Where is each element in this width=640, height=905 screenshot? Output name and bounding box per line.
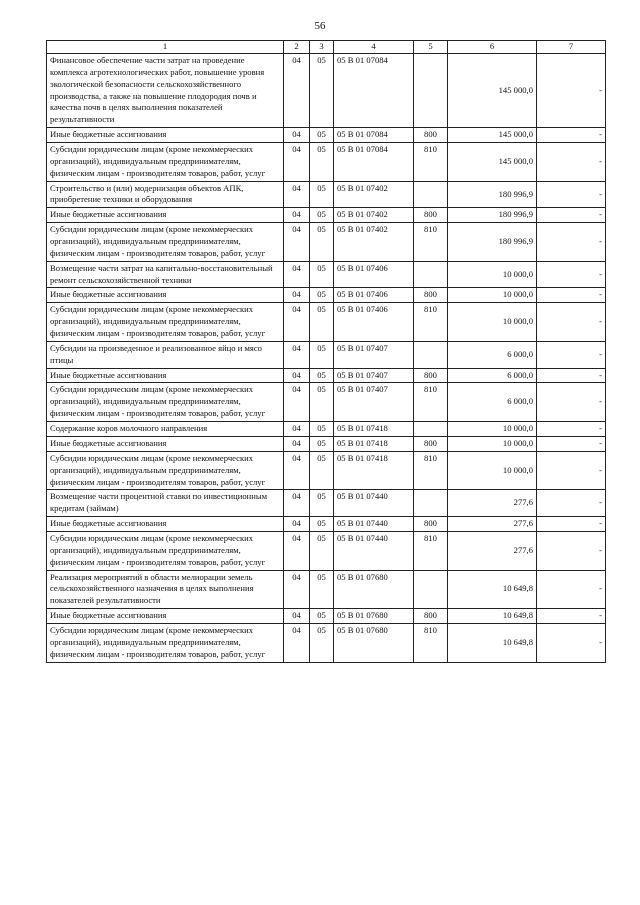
target-article-cell: 05 В 01 07406 [334, 288, 414, 303]
table-row [47, 517, 606, 532]
row-name-cell: Иные бюджетные ассигнования [47, 128, 284, 143]
row-name-cell: Финансовое обеспечение части затрат на проведение комплекса агротехнологических работ, повышение уровня экологической безопасности сельскохозяйственного производства, а также на повышение плодородия почв и качества почв в целях выполнения показателей результативности [47, 54, 284, 128]
amount-cell: 145 000,0 [448, 54, 537, 128]
section-code-cell: 04 [284, 517, 310, 532]
section-code-cell: 04 [284, 261, 310, 288]
table-row [47, 303, 606, 342]
target-article-cell: 05 В 01 07407 [334, 383, 414, 422]
target-article-cell: 05 В 01 07680 [334, 623, 414, 662]
table-row [47, 531, 606, 570]
section-code-cell: 04 [284, 208, 310, 223]
subsection-code-cell: 05 [310, 288, 334, 303]
row-name-cell: Содержание коров молочного направления [47, 422, 284, 437]
section-code-cell: 04 [284, 383, 310, 422]
expense-type-cell [414, 570, 448, 609]
section-code-cell: 04 [284, 181, 310, 208]
row-name-cell: Возмещение части процентной ставки по инвестиционным кредитам (займам) [47, 490, 284, 517]
header-row [47, 41, 606, 54]
amount-cell: 145 000,0 [448, 128, 537, 143]
column7-cell: - [537, 422, 606, 437]
subsection-code-cell: 05 [310, 490, 334, 517]
column-header: 7 [537, 41, 606, 54]
table-row [47, 422, 606, 437]
row-name-cell: Строительство и (или) модернизация объектов АПК, приобретение техники и оборудования [47, 181, 284, 208]
column7-cell: - [537, 609, 606, 624]
target-article-cell: 05 В 01 07418 [334, 451, 414, 490]
column-header: 4 [334, 41, 414, 54]
amount-cell: 10 000,0 [448, 422, 537, 437]
subsection-code-cell: 05 [310, 143, 334, 182]
amount-cell: 277,6 [448, 531, 537, 570]
expense-type-cell: 810 [414, 143, 448, 182]
amount-cell: 180 996,9 [448, 181, 537, 208]
subsection-code-cell: 05 [310, 261, 334, 288]
expense-type-cell: 810 [414, 531, 448, 570]
row-name-cell: Субсидии юридическим лицам (кроме некоммерческих организаций), индивидуальным предпринимателям, физическим лицам - производителям товаров, работ, услуг [47, 303, 284, 342]
amount-cell: 180 996,9 [448, 208, 537, 223]
expense-type-cell: 800 [414, 288, 448, 303]
subsection-code-cell: 05 [310, 181, 334, 208]
expense-type-cell [414, 181, 448, 208]
section-code-cell: 04 [284, 223, 310, 262]
expense-type-cell [414, 261, 448, 288]
table-row [47, 128, 606, 143]
amount-cell: 6 000,0 [448, 341, 537, 368]
subsection-code-cell: 05 [310, 341, 334, 368]
target-article-cell: 05 В 01 07402 [334, 223, 414, 262]
subsection-code-cell: 05 [310, 383, 334, 422]
expense-type-cell: 800 [414, 517, 448, 532]
amount-cell: 10 000,0 [448, 288, 537, 303]
column7-cell: - [537, 223, 606, 262]
column7-cell: - [537, 490, 606, 517]
table-row [47, 54, 606, 128]
target-article-cell: 05 В 01 07680 [334, 570, 414, 609]
target-article-cell: 05 В 01 07406 [334, 303, 414, 342]
section-code-cell: 04 [284, 609, 310, 624]
section-code-cell: 04 [284, 531, 310, 570]
table-row [47, 570, 606, 609]
section-code-cell: 04 [284, 451, 310, 490]
section-code-cell: 04 [284, 128, 310, 143]
target-article-cell: 05 В 01 07407 [334, 368, 414, 383]
section-code-cell: 04 [284, 288, 310, 303]
column7-cell: - [537, 383, 606, 422]
section-code-cell: 04 [284, 422, 310, 437]
subsection-code-cell: 05 [310, 517, 334, 532]
expense-type-cell: 810 [414, 623, 448, 662]
target-article-cell: 05 В 01 07440 [334, 490, 414, 517]
column7-cell: - [537, 368, 606, 383]
subsection-code-cell: 05 [310, 422, 334, 437]
table-row [47, 261, 606, 288]
table-row [47, 208, 606, 223]
subsection-code-cell: 05 [310, 570, 334, 609]
expense-type-cell: 800 [414, 436, 448, 451]
table-row [47, 623, 606, 662]
expense-type-cell [414, 54, 448, 128]
section-code-cell: 04 [284, 436, 310, 451]
amount-cell: 145 000,0 [448, 143, 537, 182]
target-article-cell: 05 В 01 07402 [334, 181, 414, 208]
expense-type-cell [414, 422, 448, 437]
subsection-code-cell: 05 [310, 623, 334, 662]
table-row [47, 288, 606, 303]
amount-cell: 180 996,9 [448, 223, 537, 262]
row-name-cell: Иные бюджетные ассигнования [47, 436, 284, 451]
column7-cell: - [537, 54, 606, 128]
target-article-cell: 05 В 01 07680 [334, 609, 414, 624]
column7-cell: - [537, 288, 606, 303]
column7-cell: - [537, 531, 606, 570]
expense-type-cell: 810 [414, 451, 448, 490]
target-article-cell: 05 В 01 07440 [334, 531, 414, 570]
section-code-cell: 04 [284, 143, 310, 182]
subsection-code-cell: 05 [310, 436, 334, 451]
row-name-cell: Иные бюджетные ассигнования [47, 208, 284, 223]
target-article-cell: 05 В 01 07084 [334, 128, 414, 143]
table-row [47, 341, 606, 368]
subsection-code-cell: 05 [310, 54, 334, 128]
table-row [47, 143, 606, 182]
row-name-cell: Иные бюджетные ассигнования [47, 517, 284, 532]
expense-type-cell: 810 [414, 223, 448, 262]
expense-type-cell: 800 [414, 368, 448, 383]
target-article-cell: 05 В 01 07418 [334, 436, 414, 451]
expense-type-cell: 800 [414, 609, 448, 624]
subsection-code-cell: 05 [310, 451, 334, 490]
amount-cell: 10 000,0 [448, 451, 537, 490]
column7-cell: - [537, 303, 606, 342]
amount-cell: 10 000,0 [448, 436, 537, 451]
amount-cell: 277,6 [448, 517, 537, 532]
amount-cell: 10 000,0 [448, 261, 537, 288]
section-code-cell: 04 [284, 368, 310, 383]
target-article-cell: 05 В 01 07402 [334, 208, 414, 223]
column-header: 3 [310, 41, 334, 54]
budget-table [46, 40, 606, 663]
section-code-cell: 04 [284, 490, 310, 517]
column7-cell: - [537, 570, 606, 609]
expense-type-cell: 810 [414, 303, 448, 342]
page-number: 56 [314, 20, 326, 32]
table-row [47, 451, 606, 490]
row-name-cell: Субсидии юридическим лицам (кроме некоммерческих организаций), индивидуальным предпринимателям, физическим лицам - производителям товаров, работ, услуг [47, 223, 284, 262]
row-name-cell: Субсидии юридическим лицам (кроме некоммерческих организаций), индивидуальным предпринимателям, физическим лицам - производителям товаров, работ, услуг [47, 531, 284, 570]
table-row [47, 368, 606, 383]
column-header: 6 [448, 41, 537, 54]
target-article-cell: 05 В 01 07406 [334, 261, 414, 288]
row-name-cell: Субсидии юридическим лицам (кроме некоммерческих организаций), индивидуальным предпринимателям, физическим лицам - производителям товаров, работ, услуг [47, 383, 284, 422]
section-code-cell: 04 [284, 570, 310, 609]
row-name-cell: Иные бюджетные ассигнования [47, 288, 284, 303]
expense-type-cell: 800 [414, 208, 448, 223]
target-article-cell: 05 В 01 07084 [334, 143, 414, 182]
amount-cell: 6 000,0 [448, 383, 537, 422]
subsection-code-cell: 05 [310, 303, 334, 342]
column-header: 2 [284, 41, 310, 54]
row-name-cell: Иные бюджетные ассигнования [47, 368, 284, 383]
row-name-cell: Субсидии юридическим лицам (кроме некоммерческих организаций), индивидуальным предпринимателям, физическим лицам - производителям товаров, работ, услуг [47, 623, 284, 662]
expense-type-cell: 810 [414, 383, 448, 422]
column7-cell: - [537, 181, 606, 208]
table-row [47, 609, 606, 624]
subsection-code-cell: 05 [310, 223, 334, 262]
expense-type-cell: 800 [414, 128, 448, 143]
target-article-cell: 05 В 01 07418 [334, 422, 414, 437]
row-name-cell: Реализация мероприятий в области мелиорации земель сельскохозяйственного назначения в целях выполнения показателей результативности [47, 570, 284, 609]
amount-cell: 10 000,0 [448, 303, 537, 342]
subsection-code-cell: 05 [310, 609, 334, 624]
amount-cell: 10 649,8 [448, 570, 537, 609]
row-name-cell: Субсидии юридическим лицам (кроме некоммерческих организаций), индивидуальным предпринимателям, физическим лицам - производителям товаров, работ, услуг [47, 451, 284, 490]
column7-cell: - [537, 128, 606, 143]
target-article-cell: 05 В 01 07440 [334, 517, 414, 532]
section-code-cell: 04 [284, 341, 310, 368]
column7-cell: - [537, 341, 606, 368]
row-name-cell: Иные бюджетные ассигнования [47, 609, 284, 624]
column7-cell: - [537, 143, 606, 182]
target-article-cell: 05 В 01 07084 [334, 54, 414, 128]
column7-cell: - [537, 517, 606, 532]
row-name-cell: Возмещение части затрат на капитально-восстановительный ремонт сельскохозяйственной техники [47, 261, 284, 288]
row-name-cell: Субсидии юридическим лицам (кроме некоммерческих организаций), индивидуальным предпринимателям, физическим лицам - производителям товаров, работ, услуг [47, 143, 284, 182]
amount-cell: 277,6 [448, 490, 537, 517]
expense-type-cell [414, 490, 448, 517]
table-row [47, 490, 606, 517]
column7-cell: - [537, 451, 606, 490]
subsection-code-cell: 05 [310, 368, 334, 383]
subsection-code-cell: 05 [310, 128, 334, 143]
subsection-code-cell: 05 [310, 208, 334, 223]
column-header: 5 [414, 41, 448, 54]
amount-cell: 6 000,0 [448, 368, 537, 383]
section-code-cell: 04 [284, 623, 310, 662]
amount-cell: 10 649,8 [448, 623, 537, 662]
section-code-cell: 04 [284, 54, 310, 128]
column7-cell: - [537, 261, 606, 288]
table-row [47, 181, 606, 208]
target-article-cell: 05 В 01 07407 [334, 341, 414, 368]
row-name-cell: Субсидии на произведенное и реализованное яйцо и мясо птицы [47, 341, 284, 368]
column7-cell: - [537, 623, 606, 662]
column-header: 1 [47, 41, 284, 54]
table-row [47, 383, 606, 422]
expense-type-cell [414, 341, 448, 368]
amount-cell: 10 649,8 [448, 609, 537, 624]
section-code-cell: 04 [284, 303, 310, 342]
column7-cell: - [537, 208, 606, 223]
table-row [47, 223, 606, 262]
table-row [47, 436, 606, 451]
column7-cell: - [537, 436, 606, 451]
subsection-code-cell: 05 [310, 531, 334, 570]
